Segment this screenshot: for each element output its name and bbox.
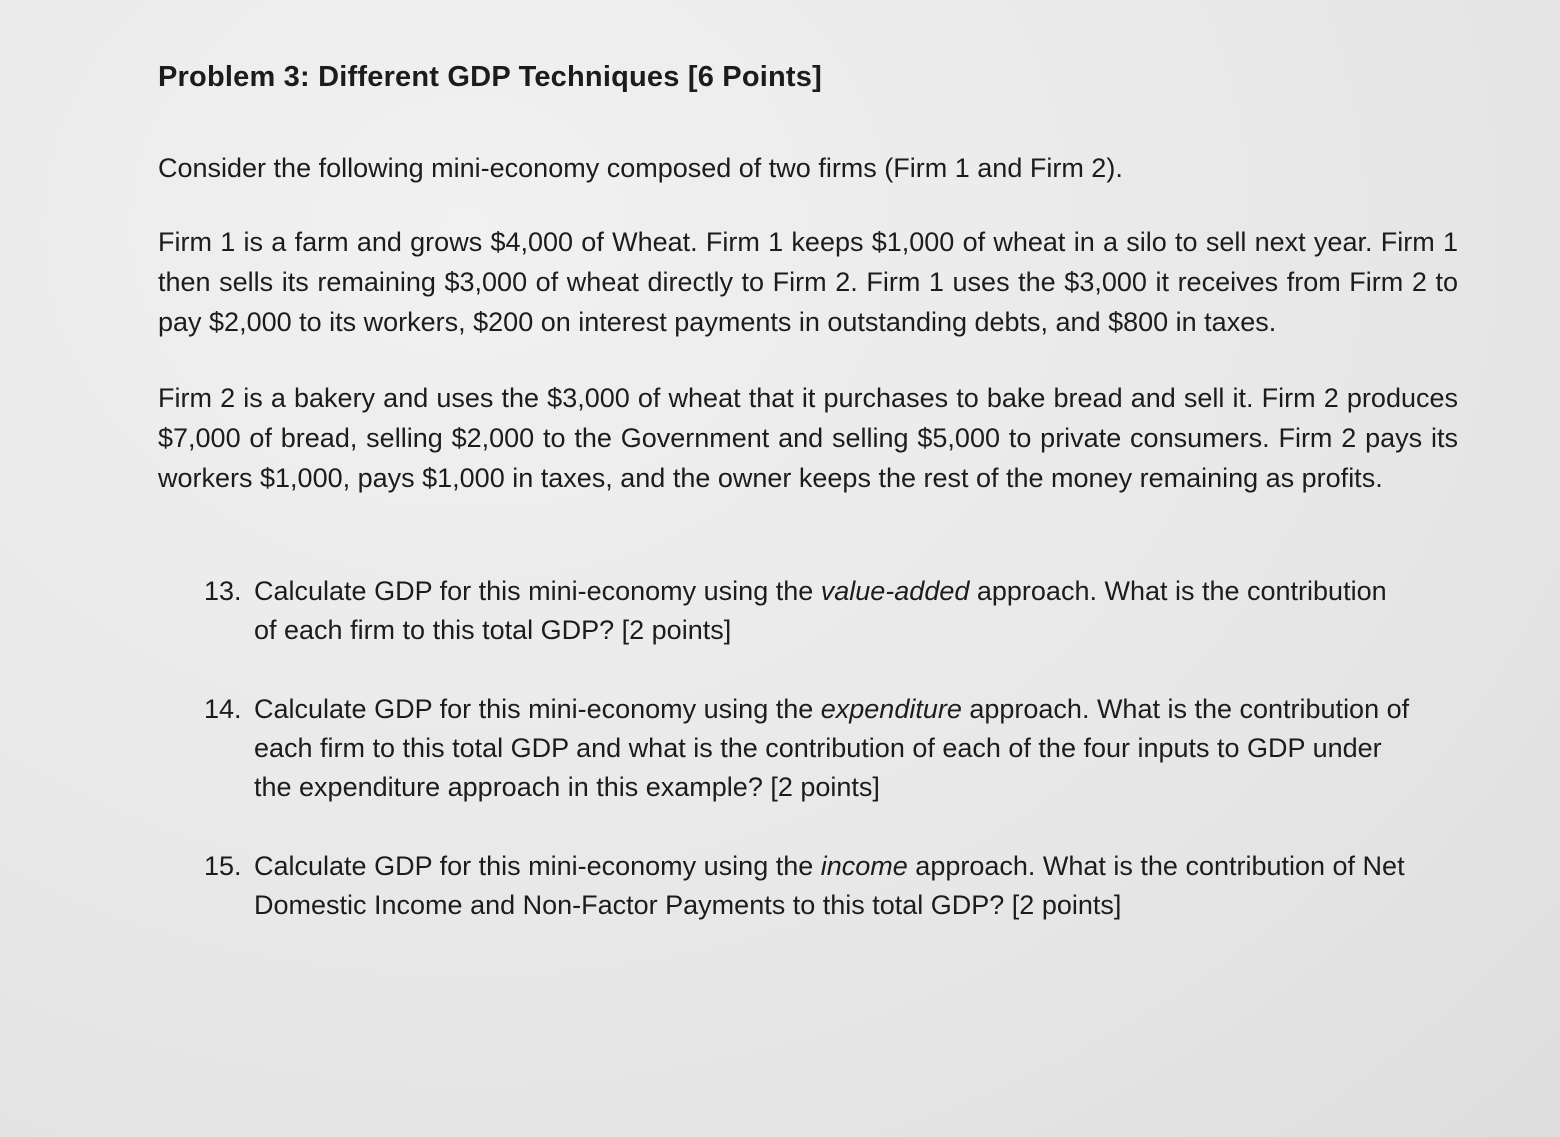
- question-list: [158, 572, 1414, 925]
- firm2-paragraph: Firm 2 is a bakery and uses the $3,000 of wheat that it purchases to bake bread and sell it. Firm 2 produces $7,000 of bread, selling $2,000 to the Government and selling $5,000 to private consumers. Firm 2 pays its workers $1,000, pays $1,000 in taxes, and the owner keeps the rest of the money remaining as profits.: [158, 383, 1458, 493]
- question-text: Calculate GDP for this mini-economy using the expenditure approach. What is the contribution of each firm to this total GDP and what is the contribution of each of the four inputs to GDP under the expenditure approach in this example? [2 points]: [254, 694, 1410, 802]
- firm1-paragraph: Firm 1 is a farm and grows $4,000 of Wheat. Firm 1 keeps $1,000 of wheat in a silo to sell next year. Firm 1 then sells its remaining $3,000 of wheat directly to Firm 2. Firm 1 uses the $3,000 it receives from Firm 2 to pay $2,000 to its workers, $200 on interest payments in outstanding debts, and $800 in taxes.: [158, 227, 1458, 337]
- question-emphasis: expenditure: [820, 694, 962, 724]
- question-number: 15.: [204, 851, 242, 881]
- question-item: [204, 690, 1414, 807]
- question-emphasis: income: [820, 851, 908, 881]
- problem-title: Problem 3: Different GDP Techniques [6 Points]: [158, 61, 822, 93]
- question-item: [204, 847, 1414, 925]
- question-number: 14.: [204, 694, 242, 724]
- document-content: [158, 58, 1458, 965]
- intro-paragraph: Consider the following mini-economy composed of two firms (Firm 1 and Firm 2).: [158, 153, 1123, 183]
- question-text: Calculate GDP for this mini-economy using the income approach. What is the contribution of Net Domestic Income and Non-Factor Payments to this total GDP? [2 points]: [254, 851, 1405, 920]
- question-text: Calculate GDP for this mini-economy using the value-added approach. What is the contribution of each firm to this total GDP? [2 points]: [254, 576, 1387, 645]
- question-emphasis: value-added: [820, 576, 970, 606]
- question-number: 13.: [204, 576, 242, 606]
- question-item: [204, 572, 1414, 650]
